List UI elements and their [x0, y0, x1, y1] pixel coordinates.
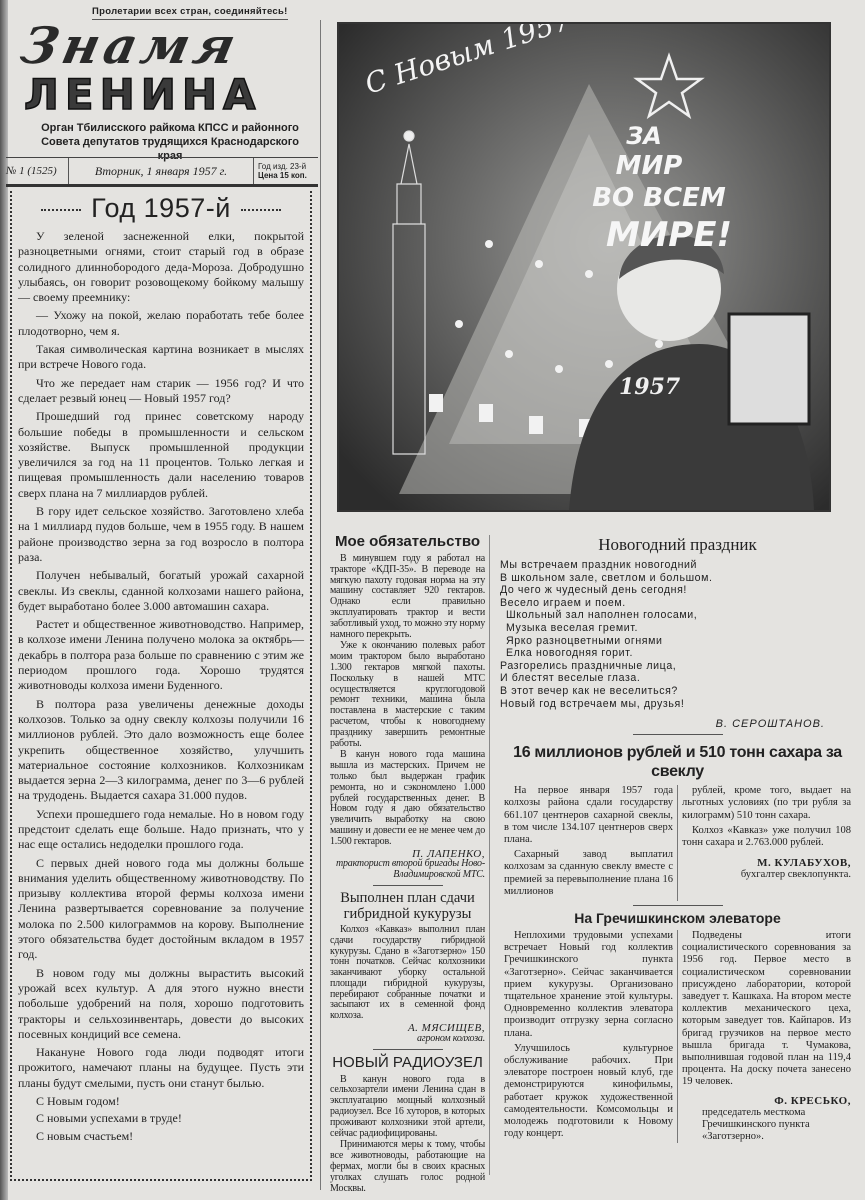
lead-article-closing-line: С новым счастьем!	[36, 1128, 134, 1143]
newspaper-title-line1: Знамя	[15, 16, 246, 75]
lead-article-paragraph: Прошедший год принес советскому народу большие победы в промышленности и сельском хозяйстве. Выпуск промышленной продукции увеличился за год на 11 процентов. Только легкая и пищевая промышленность дали населению товаров сверх плана на 7 миллиардов рублей.	[18, 409, 304, 500]
lead-article-paragraph: Накануне Нового года люди подводят итоги прожитого, намечают планы на будущее. Пусть эти планы будут смелыми, пусть они станут былью.	[18, 1045, 304, 1090]
lead-article-body	[18, 229, 304, 1144]
lead-article-paragraph: В новом году мы должны вырастить высокий урожай всех культур. А для этого нужно внести побольше удобрений на поля, хорошо подготовить тракторы и сельхозинвентарь, довести до высоких посевных кондиций все семена.	[18, 965, 304, 1041]
obligation-title: Мое обязательство	[334, 533, 481, 550]
poem-line: В школьном зале, светлом и большом.	[500, 571, 713, 584]
elevator-left	[500, 930, 678, 1143]
poem-title: Новогодний праздник	[598, 535, 757, 554]
issue-meta	[254, 162, 318, 180]
elevator-title: На Гречишкинском элеваторе	[574, 909, 781, 926]
lead-article-paragraph: Получен небывалый, богатый урожай сахарной свеклы. Из свеклы, сданной колхозами нашего района, будет выработано более 3.000 автомашин сахара.	[18, 568, 304, 613]
lead-article-paragraph: Растет и общественное животноводство. Например, в колхозе имени Ленина получено молока за октябрь—декабрь в полтора раза больше по сравнению с этим же периодом прошлого года. Хорошо трудятся животноводы колхоза имени Буденного.	[18, 617, 304, 693]
sugar-left	[500, 785, 678, 901]
separator	[373, 1049, 443, 1050]
poem-body	[500, 559, 855, 710]
elevator-body	[500, 930, 855, 1143]
illustration-artwork	[339, 24, 829, 510]
middle-column	[330, 533, 485, 1195]
elevator-paragraph: Неплохими трудовыми успехами встречает Новый год коллектив Гречишкинского пункта «Заготзерно». Сейчас заканчивается прием кукурузы. Организовано тщательное хранение этой культуры. Одновременно коллектив элеватора производит отгрузку зерна согласно плана.	[504, 929, 673, 1039]
issue-number: № 1 (1525)	[6, 158, 69, 184]
corn-title: Выполнен план сдачи гибридной кукурузы	[340, 889, 475, 922]
masthead-organ: Орган Тбилисского райкома КПСС и районного Совета депутатов трудящихся Краснодарского края	[41, 122, 299, 162]
right-column	[500, 535, 855, 1143]
slogan-line: МИРЕ!	[606, 215, 732, 255]
poem-line: Ярко разноцветными огнями	[506, 634, 663, 647]
issue-bar	[6, 157, 318, 187]
obligation-paragraph: В минувшем году я работал на тракторе «КДП-35». В переводе на мягкую пахоту годовая норма на эту машину составляет 920 гектаров. Однако если правильно эксплуатировать трактор и вести заботливый уход, то можно эту норму намного перекрыть.	[330, 553, 485, 640]
author-name: Ф. КРЕСЬКО,	[774, 1094, 851, 1107]
lead-article-closing-line: С Новым годом!	[36, 1094, 120, 1109]
column-divider	[320, 20, 321, 1190]
lead-article-paragraph: У зеленой заснеженной елки, покрытой разноцветными огнями, стоит старый год в образе солидного длиннобородого деда-Мороза. Добродушно улыбаясь, он говорит розовощекому бойкому малышу — своему преемнику:	[18, 229, 304, 305]
lead-article-paragraph: Успехи прошедшего года немалые. Но в новом году предстоит сделать еще больше. Надо признать, что у нас еще остались недоделки прошлого года.	[18, 806, 304, 852]
author-role: председатель месткома Гречишкинского пункта «Заготзерно».	[702, 1106, 810, 1143]
poem-line: И блестят веселые глаза.	[500, 672, 641, 685]
lead-article-paragraph: В полтора раза увеличены денежные доходы колхозов. Только за одну свеклу колхозы получили 16 миллионов рублей. Это дало возможность еще более укрепить общественное хозяйство, улучшить материальное состояние колхозников. Колхозникам выдается зерна 2—3 килограмма, денег по 3—6 рублей на трудодень. Выдается сахара 31.000 пудов.	[18, 696, 304, 803]
radio-paragraph: Принимаются меры к тому, чтобы все животноводы, работающие на фермах, могли бы в своих красных уголках слушать голос родной Москвы.	[330, 1139, 485, 1194]
sugar-paragraph: На первое января 1957 года колхозы района сдали государству 661.107 центнеров сахарной свеклы, в том числе 134.107 центнеров сверх плана.	[504, 785, 673, 845]
lead-article-title: Год 1957-й	[18, 191, 304, 225]
corn-signature	[330, 1023, 485, 1045]
obligation-paragraph: Уже к окончанию полевых работ моим трактором было выработано 1.300 гектаров мягкой пахоты. Поскольку в нашей МТС осуществляется круглогодовой ремонт техники, машина была поставлена в мастерские с таким расчетом, чтобы к новогоднему празднику завершить ремонтные работы.	[330, 640, 485, 749]
slogan-line: ЗА	[626, 122, 662, 150]
lead-article-paragraph: В гору идет сельское хозяйство. Заготовлено хлеба на 1 миллиард пудов больше, чем в 1955 году. В нашем районе производство зерна за год возросло в полтора раза.	[18, 504, 304, 564]
sugar-paragraph: Сахарный завод выплатил колхозам за сданную свеклу вместе с премией за перевыполнение плана 16 миллионов	[504, 849, 673, 897]
radio-paragraph: В канун нового года в сельхозартели имени Ленина сдан в эксплуатацию мощный колхозный радиоузел. Все 16 хуторов, в которых проживают колхозники этой артели, сейчас радиофицированы.	[330, 1073, 485, 1139]
poem-line: Музыка веселая гремит.	[506, 621, 639, 634]
sugar-right	[678, 785, 855, 901]
issue-date: Вторник, 1 января 1957 г.	[69, 158, 254, 184]
author-name: П. ЛАПЕНКО,	[412, 847, 485, 860]
lead-article-paragraph: Такая символическая картина возникает в мыслях при встрече Нового года.	[18, 342, 304, 372]
author-role: тракторист второй бригады Ново-Владимировской МТС.	[335, 858, 485, 881]
lead-article-paragraph: — Ухожу на покой, желаю поработать тебе более плодотворно, чем я.	[18, 308, 304, 338]
lead-article-paragraph: С первых дней нового года мы должны больше внимания уделить общественному животноводству. По призыву коллектива второй фермы колхоза имени Ленина развертывается соревнование за получение молока по 2.500 килограммов на корову. Выполнение этого обязательства будет достойным вкладом в 1957 год.	[18, 855, 304, 962]
lead-article	[10, 191, 312, 1181]
column-divider	[489, 535, 490, 1175]
obligation-signature	[330, 849, 485, 881]
slogan-line: МИР	[615, 151, 683, 181]
poem-line: Весело играем и поем.	[500, 596, 626, 609]
poem-author: В. СЕРОШТАНОВ.	[715, 718, 825, 731]
poem-line: Мы встречаем праздник новогодний	[500, 559, 698, 571]
newspaper-title-line2: ЛЕНИНА	[24, 70, 262, 119]
corn-paragraph: Колхоз «Кавказ» выполнил план сдачи государству гибридной кукурузы. Сдано в «Заготзерно» 150 тонн початков. Сейчас колхозники заканчивают уборку остальной площади гибридной кукурузы, перебирают собранные початки и засыпают их в семенной фонд колхоза.	[330, 923, 485, 1022]
author-role: агроном колхоза.	[416, 1032, 485, 1044]
obligation-paragraph: В канун нового года машина вышла из мастерских. Причем не только был выдержан график ремонта, но и сэкономлено 1.000 рублей государственных денег. В Новом году я даю обязательство увеличить выработку на свою машину и довести ее не менее чем до 1.500 гектаров.	[330, 749, 485, 847]
author-name: М. КУЛАБУХОВ,	[757, 857, 851, 870]
elevator-signature	[682, 1095, 851, 1144]
separator	[633, 905, 723, 906]
elevator-right	[678, 930, 855, 1143]
price: Цена 15 коп.	[258, 171, 307, 180]
poem-line: До чего ж чудесный день сегодня!	[500, 584, 687, 597]
lead-article-paragraph: Что же передает нам старик — 1956 год? И что сделает резвый юнец — Новый 1957 год?	[18, 375, 304, 405]
separator	[633, 734, 723, 735]
elevator-paragraph: Улучшилось культурное обслуживание рабочих. При элеваторе построен новый клуб, где демонстрируются кинофильмы, работает кружок художественной самодеятельности. Комсомольцы и молодежь подготовили к Новому году концерт.	[504, 1042, 673, 1140]
sugar-title: 16 миллионов рублей и 510 тонн сахара за свеклу	[513, 744, 842, 781]
poem-line: Новый год встречаем мы, друзья!	[500, 697, 685, 710]
separator	[373, 885, 443, 886]
gift-box	[729, 314, 809, 424]
year-of-publication: Год изд. 23-й	[258, 162, 307, 171]
sugar-body	[500, 785, 855, 901]
sugar-signature	[682, 857, 851, 881]
poem-line: Школьный зал наполнен голосами,	[506, 609, 698, 622]
gift-year-label: 1957	[619, 374, 681, 400]
poem-line: Разгорелись праздничные лица,	[500, 659, 677, 672]
sugar-paragraph: рублей, кроме того, выдает на льготных условиях (по три рубля за килограмм) 510 тонн сахара.	[682, 785, 851, 821]
masthead-slogan: Пролетарии всех стран, соединяйтесь!	[92, 6, 288, 20]
sugar-paragraph: Колхоз «Кавказ» уже получил 108 тонн сахара и 2.763.000 рублей.	[682, 824, 851, 848]
poem-line: В этот вечер как не веселиться?	[500, 684, 678, 697]
elevator-paragraph: Подведены итоги социалистического соревнования за 1956 год. Первое место в социалистическом соревновании присуждено лаборатории, которой заведует т. Кашкаха. На втором месте коллектив механического цеха, которым заведует тов. Кайпаров. Из бригад грузчиков на первое место вышла бригада т. Чумакова, выполнившая годовой план на 119,4 процента. На доску почета занесено 19 человек.	[682, 929, 851, 1088]
new-year-illustration	[337, 22, 831, 512]
poem-line: Елка новогодняя горит.	[506, 647, 633, 660]
lead-article-closing-line: С новыми успехами в труде!	[36, 1111, 182, 1126]
author-name: А. МЯСИЩЕВ,	[407, 1022, 485, 1035]
author-role: бухгалтер свеклопункта.	[740, 869, 851, 881]
slogan-line: ВО ВСЕМ	[592, 183, 726, 213]
radio-title: НОВЫЙ РАДИОУЗЕЛ	[332, 1053, 483, 1071]
